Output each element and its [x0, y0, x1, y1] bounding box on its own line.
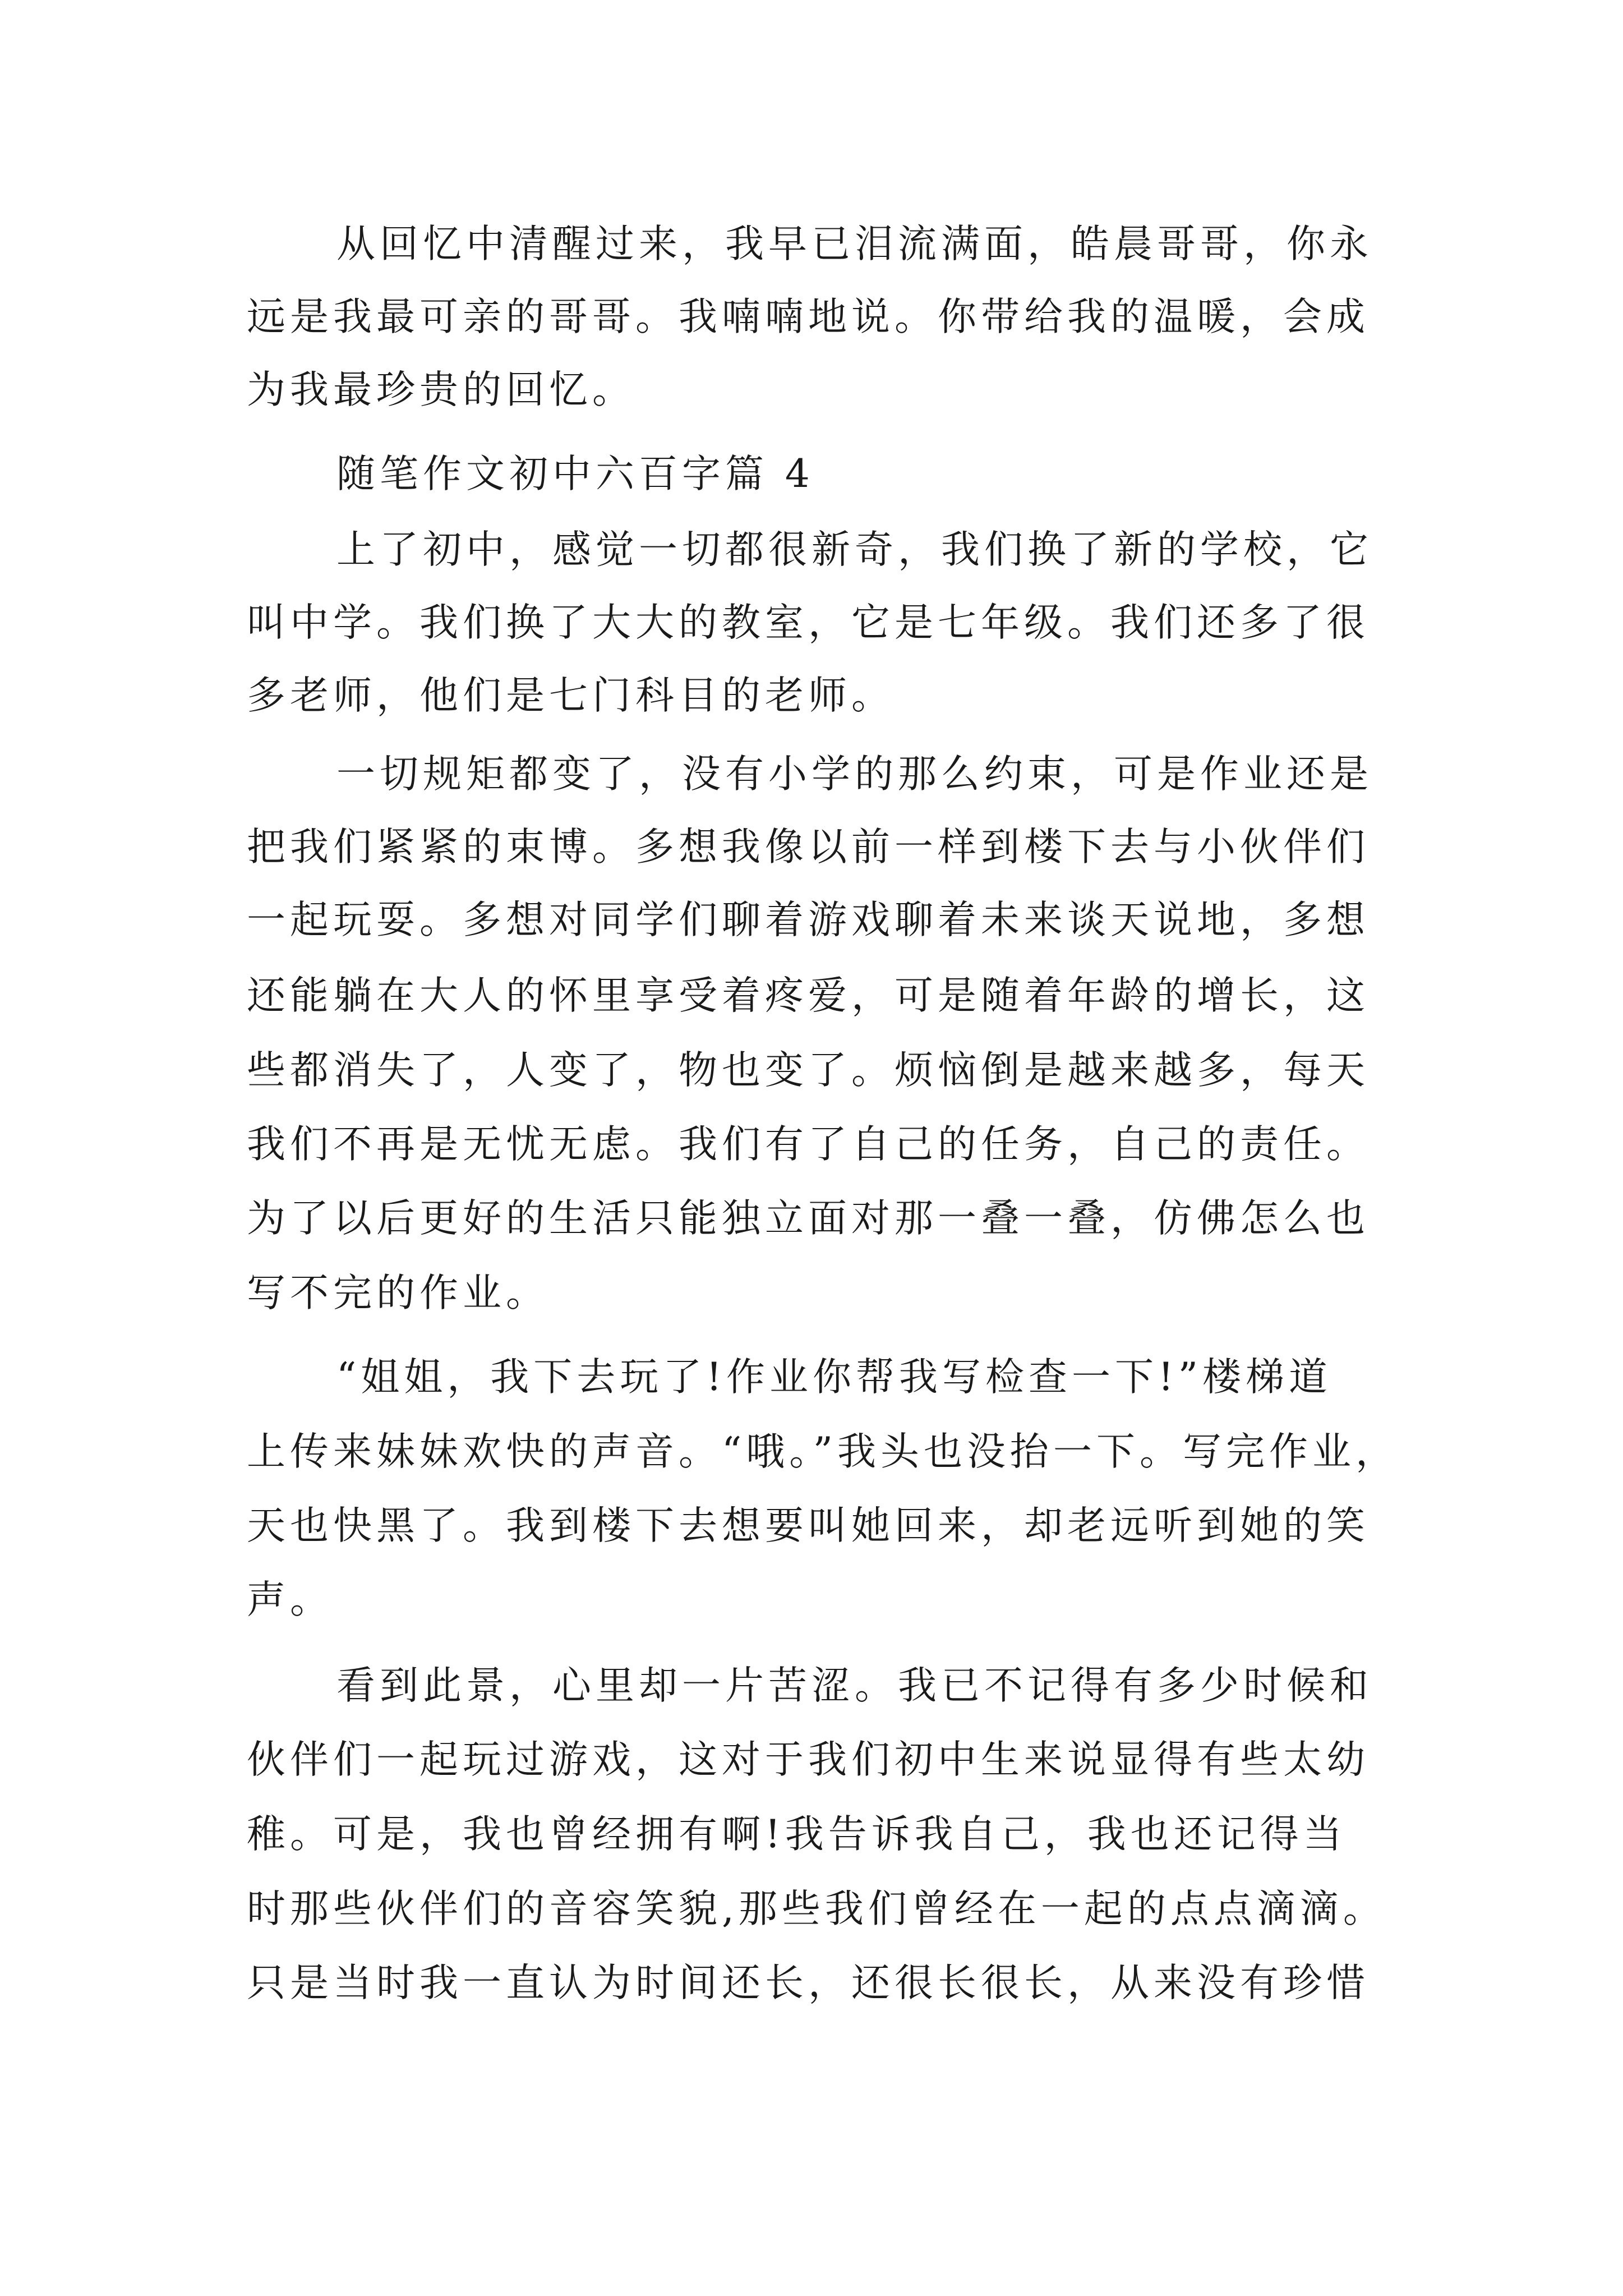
paragraph-line: 从回忆中清醒过来，我早已泪流满面，皓晨哥哥，你永	[336, 222, 1373, 266]
paragraph-line: 稚。可是，我也曾经拥有啊!我告诉我自己，我也还记得当	[247, 1812, 1347, 1857]
paragraph-line: 些都消失了，人变了，物也变了。烦恼倒是越来越多，每天	[247, 1048, 1370, 1093]
paragraph-line: 把我们紧紧的束博。多想我像以前一样到楼下去与小伙伴们	[247, 825, 1370, 869]
paragraph-line: 叫中学。我们换了大大的教室，它是七年级。我们还多了很	[247, 600, 1370, 645]
paragraph-line: 为我最珍贵的回忆。	[247, 367, 635, 412]
paragraph-line: 多老师，他们是七门科目的老师。	[247, 673, 895, 718]
paragraph-line: 只是当时我一直认为时间还长，还很长很长，从来没有珍惜	[247, 1961, 1370, 2005]
paragraph-line: 一起玩耍。多想对同学们聊着游戏聊着未来谈天说地，多想	[247, 898, 1370, 942]
paragraph-line: 写不完的作业。	[247, 1271, 549, 1315]
paragraph-line: 上传来妹妹欢快的声音。“哦。”我头也没抬一下。写完作业，	[247, 1429, 1399, 1474]
paragraph-line: 天也快黑了。我到楼下去想要叫她回来，却老远听到她的笑	[247, 1503, 1370, 1548]
paragraph-line: 我们不再是无忧无虑。我们有了自己的任务，自己的责任。	[247, 1122, 1370, 1167]
paragraph-line: 远是我最可亲的哥哥。我喃喃地说。你带给我的温暖，会成	[247, 295, 1370, 339]
paragraph-line: 声。	[247, 1577, 333, 1622]
paragraph-line: 上了初中，感觉一切都很新奇，我们换了新的学校，它	[336, 527, 1373, 572]
paragraph-line: “姐姐，我下去玩了!作业你帮我写检查一下!”楼梯道	[336, 1355, 1332, 1400]
paragraph-line: 还能躺在大人的怀里享受着疼爱，可是随着年龄的增长，这	[247, 973, 1370, 1018]
paragraph-line: 看到此景，心里却一片苦涩。我已不记得有多少时候和	[336, 1663, 1373, 1708]
paragraph-line: 为了以后更好的生活只能独立面对那一叠一叠，仿佛怎么也	[247, 1196, 1370, 1241]
section-heading: 随笔作文初中六百字篇 4	[336, 452, 814, 496]
paragraph-line: 一切规矩都变了，没有小学的那么约束，可是作业还是	[336, 752, 1373, 797]
paragraph-line: 时那些伙伴们的音容笑貌,那些我们曾经在一起的点点滴滴。	[247, 1887, 1386, 1931]
paragraph-line: 伙伴们一起玩过游戏，这对于我们初中生来说显得有些太幼	[247, 1737, 1370, 1782]
